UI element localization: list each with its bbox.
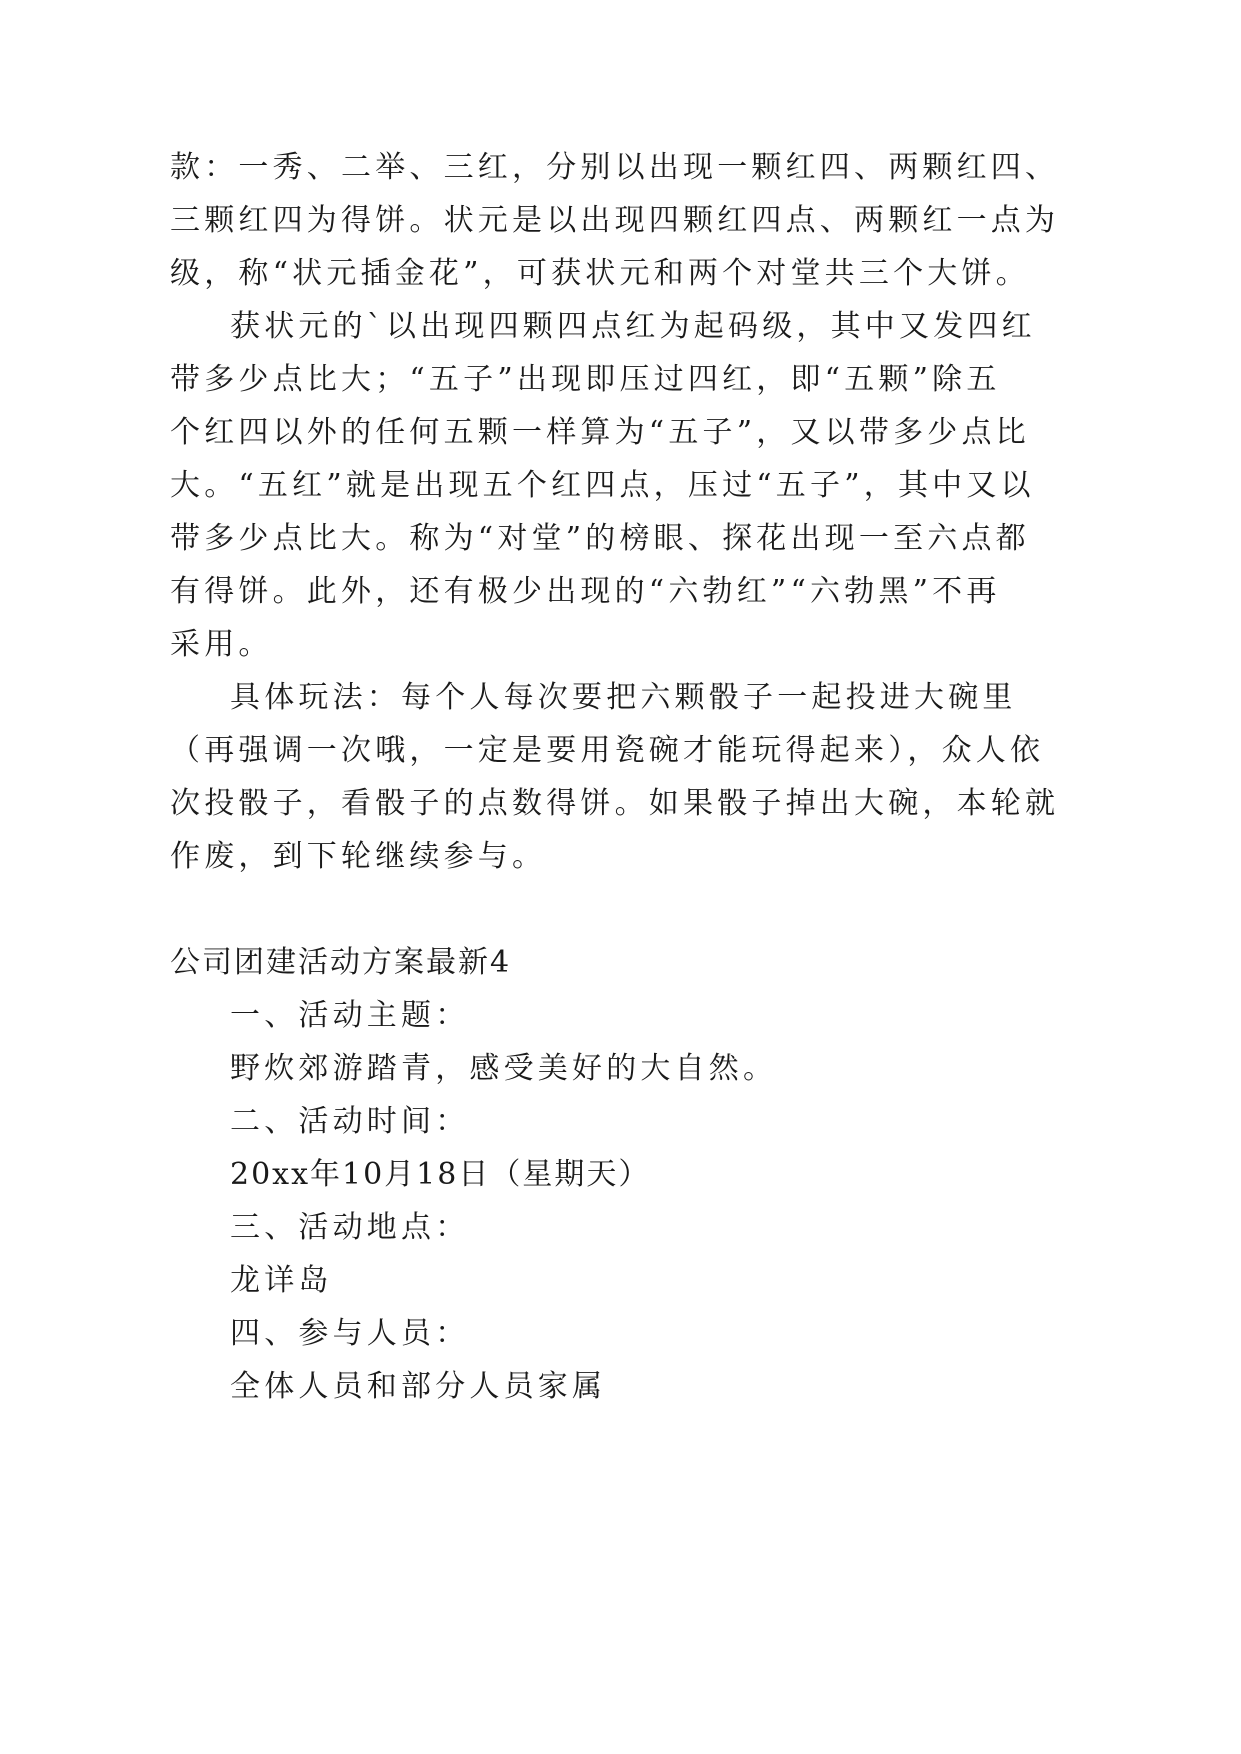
paragraph-2-line-3: 个红四以外的任何五颗一样算为“五子”，又以带多少点比 xyxy=(170,415,1030,450)
item-heading-time: 二、活动时间： xyxy=(230,1104,470,1139)
paragraph-1-line-3: 级，称“状元插金花”，可获状元和两个对堂共三个大饼。 xyxy=(170,256,1030,291)
paragraph-3-line-1: 具体玩法：每个人每次要把六颗骰子一起投进大碗里 xyxy=(230,680,1017,715)
paragraph-2-line-1: 获状元的`以出现四颗四点红为起码级，其中又发四红 xyxy=(230,309,1036,344)
paragraph-2-line-5: 带多少点比大。称为“对堂”的榜眼、探花出现一至六点都 xyxy=(170,521,1030,556)
item-text-theme: 野炊郊游踏青，感受美好的大自然。 xyxy=(230,1051,778,1086)
paragraph-2-line-6: 有得饼。此外，还有极少出现的“六勃红”“六勃黑”不再 xyxy=(170,574,1001,609)
paragraph-3-line-3: 次投骰子，看骰子的点数得饼。如果骰子掉出大碗，本轮就 xyxy=(170,786,1060,821)
item-heading-location: 三、活动地点： xyxy=(230,1210,470,1245)
paragraph-2-line-7: 采用。 xyxy=(170,627,273,662)
item-text-participants: 全体人员和部分人员家属 xyxy=(230,1369,607,1404)
paragraph-1-line-2: 三颗红四为得饼。状元是以出现四颗红四点、两颗红一点为 xyxy=(170,203,1060,238)
item-text-time: 20xx年10月18日（星期天） xyxy=(230,1157,651,1192)
paragraph-1-line-1: 款：一秀、二举、三红，分别以出现一颗红四、两颗红四、 xyxy=(170,150,1060,185)
paragraph-2-line-2: 带多少点比大；“五子”出现即压过四红，即“五颗”除五 xyxy=(170,362,1001,397)
section-title: 公司团建活动方案最新4 xyxy=(170,945,512,980)
paragraph-3-line-2: （再强调一次哦，一定是要用瓷碗才能玩得起来），众人依 xyxy=(170,733,1045,768)
item-text-location: 龙详岛 xyxy=(230,1263,333,1298)
item-heading-theme: 一、活动主题： xyxy=(230,998,470,1033)
paragraph-2-line-4: 大。“五红”就是出现五个红四点，压过“五子”，其中又以 xyxy=(170,468,1035,503)
item-heading-participants: 四、参与人员： xyxy=(230,1316,470,1351)
paragraph-3-line-4: 作废，到下轮继续参与。 xyxy=(170,839,547,874)
